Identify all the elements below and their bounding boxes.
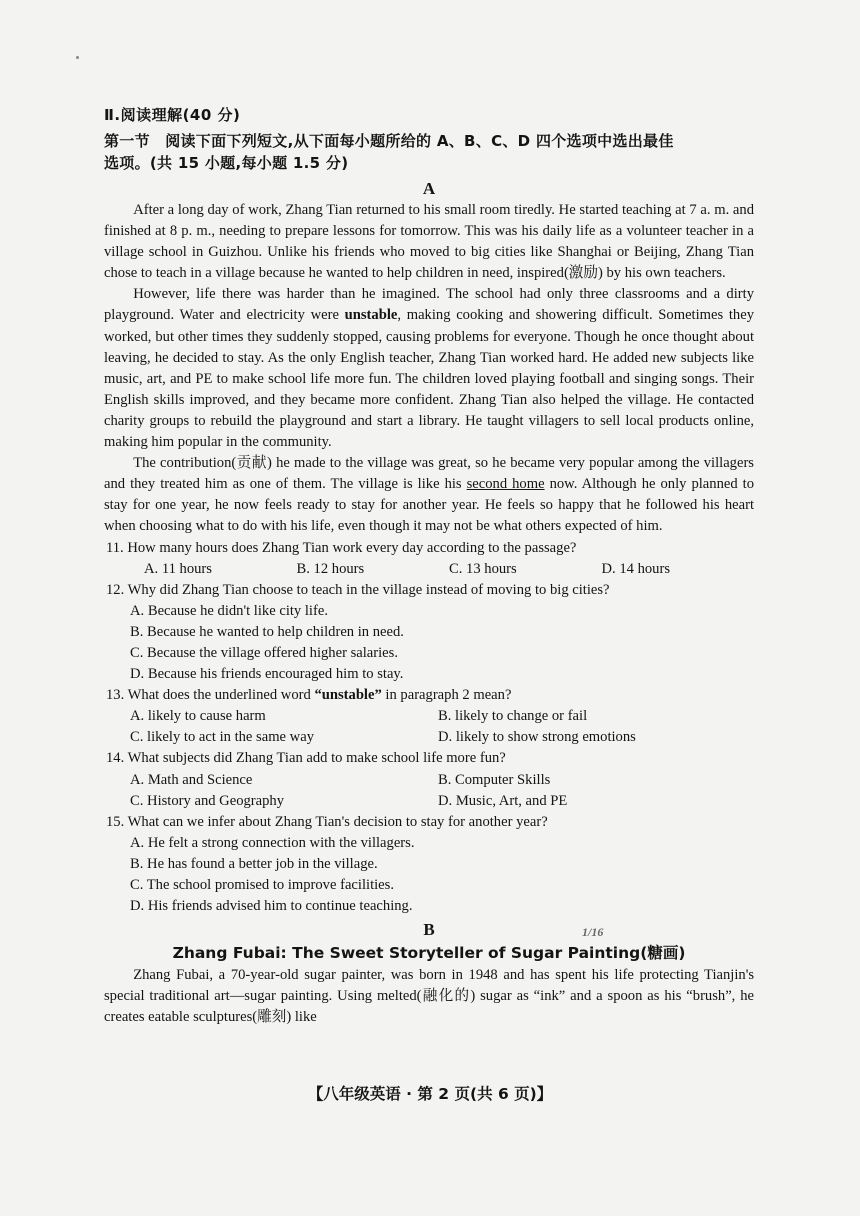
option-d: D. His friends advised him to continue teaching. bbox=[130, 898, 413, 915]
option-c: C. History and Geography bbox=[130, 792, 285, 809]
option-c: C. likely to act in the same way bbox=[130, 729, 314, 746]
option-a: A. Because he didn't like city life. bbox=[130, 602, 328, 619]
passage-a-paragraph-2 bbox=[104, 284, 754, 453]
passage-a-paragraph-1: After a long day of work, Zhang Tian returned to his small room tiredly. He started teaching at 7 a. m. and finished at 8 p. m., needing to prepare lessons for tomorrow. This was his daily life as a volunteer teacher in a village school in Guizhou. Unlike his friends who moved to big cities like Shanghai or Beijing, Zhang Tian chose to teach in a village because he wanted to help children in need, inspired(激励) by his own teachers. bbox=[104, 202, 754, 282]
question-15: 15. What can we infer about Zhang Tian's decision to stay for another year? bbox=[106, 813, 548, 830]
option-c: C. The school promised to improve facilities. bbox=[130, 877, 394, 893]
option-d: D. likely to show strong emotions bbox=[438, 729, 636, 746]
p3-text-after: now. Although he only planned to stay for one year, he now feels ready to stay for another year. He feels so happy that he followed his heart when choosing what to do with his life, even though it may not be what others expected of him. bbox=[104, 476, 754, 535]
section-instruction bbox=[104, 130, 754, 174]
option-a: A. He felt a strong connection with the villagers. bbox=[130, 834, 415, 851]
p3-text-before: The contribution(贡献) he made to the village was great, so he became very popular among the villagers and they treated him as one of them. The village is like his bbox=[104, 455, 754, 493]
option-b: B. Computer Skills bbox=[438, 771, 551, 788]
option-a: A. likely to cause harm bbox=[130, 708, 266, 725]
p2-text-after: , making cooking and showering difficult. Sometimes they worked, but other times they suddenly stopped, causing problems for everyone. Though he once thought about leaving, he decided to stay. As the only English teacher, Zhang Tian worked hard. He added new subjects like music, art, and PE to make school life more fun. The children loved playing football and singing songs. Their English skills improved, and they became more confident. Zhang Tian also helped the village. He contacted charity groups to rebuild the playground and start a library. He taught villagers to sell local products online, making him popular in the community. bbox=[104, 307, 754, 451]
option-b: B. likely to change or fail bbox=[438, 708, 588, 725]
passage-a-paragraph-3 bbox=[104, 453, 754, 537]
question-14: 14. What subjects did Zhang Tian add to make school life more fun? bbox=[106, 750, 506, 767]
option-a: A. 11 hours bbox=[144, 560, 212, 577]
section-heading: Ⅱ.阅读理解(40 分) bbox=[104, 106, 241, 124]
question-13-options-row-2 bbox=[104, 727, 754, 748]
passage-b-paragraph-1: Zhang Fubai, a 70-year-old sugar painter, was born in 1948 and has spent his life protecting Tianjin's special traditional art—sugar painting. Using melted(融化的) sugar as “ink” and a spoon as his “brush”, he creates eatable sculptures(雕刻) like bbox=[104, 967, 754, 1026]
option-b: B. He has found a better job in the village. bbox=[130, 855, 378, 872]
question-12-options bbox=[104, 601, 754, 685]
question-11: 11. How many hours does Zhang Tian work every day according to the passage? bbox=[106, 539, 577, 556]
passage-a-letter: A bbox=[422, 179, 436, 198]
underlined-second-home: second home bbox=[466, 476, 545, 493]
option-a: A. Math and Science bbox=[130, 771, 253, 788]
question-13 bbox=[106, 685, 754, 706]
option-d: D. Music, Art, and PE bbox=[438, 792, 568, 809]
scan-speck bbox=[76, 56, 79, 59]
option-d: D. 14 hours bbox=[601, 560, 671, 577]
passage-b-title: Zhang Fubai: The Sweet Storyteller of Sugar Painting(糖画) bbox=[172, 944, 686, 963]
option-d: D. Because his friends encouraged him to stay. bbox=[130, 666, 404, 683]
q13-stem-before: 13. What does the underlined word bbox=[106, 687, 315, 704]
page-footer: 【八年级英语 · 第 2 页(共 6 页)】 bbox=[307, 1085, 553, 1103]
option-b: B. 12 hours bbox=[296, 560, 365, 577]
instruction-line-2: 选项。(共 15 小题,每小题 1.5 分) bbox=[104, 154, 349, 172]
option-b: B. Because he wanted to help children in need. bbox=[130, 623, 404, 640]
question-11-options bbox=[104, 559, 754, 580]
handwritten-scribble: 1/16 bbox=[582, 925, 604, 940]
content bbox=[104, 104, 754, 1028]
question-15-options bbox=[104, 833, 754, 917]
option-c: C. 13 hours bbox=[449, 560, 517, 577]
q13-stem-after: in paragraph 2 mean? bbox=[381, 687, 512, 704]
passage-b-letter-text: B bbox=[423, 920, 435, 940]
question-14-options-row-1 bbox=[104, 770, 754, 791]
question-13-options-row-1 bbox=[104, 706, 754, 727]
underlined-word-unstable: unstable bbox=[344, 307, 398, 324]
p2-text-before: However, life there was harder than he imagined. The school had only three classrooms and a dirty playground. Water and electricity were bbox=[104, 286, 754, 324]
q13-stem-word: “unstable” bbox=[314, 687, 382, 704]
option-c: C. Because the village offered higher salaries. bbox=[130, 644, 398, 661]
question-12: 12. Why did Zhang Tian choose to teach in the village instead of moving to big cities? bbox=[106, 581, 610, 598]
question-14-options-row-2 bbox=[104, 791, 754, 812]
passage-b-letter bbox=[104, 919, 754, 941]
instruction-line-1: 第一节 阅读下面下列短文,从下面每小题所给的 A、B、C、D 四个选项中选出最佳 bbox=[104, 132, 674, 150]
